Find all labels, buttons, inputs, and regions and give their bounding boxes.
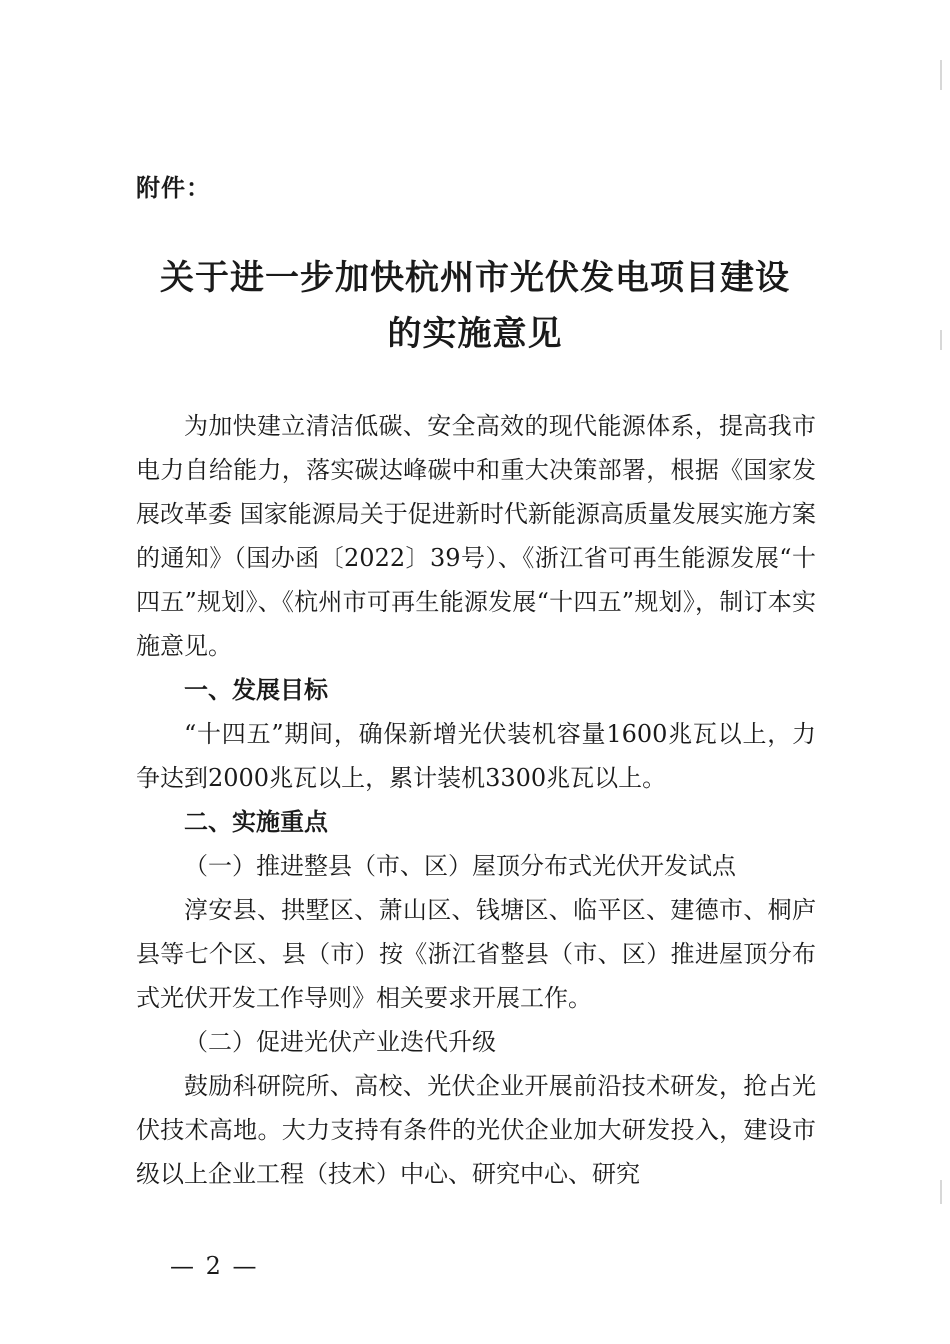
section-heading-goals: 一、发展目标 xyxy=(184,676,328,704)
scan-edge-mark xyxy=(940,1180,942,1204)
industry-upgrade-paragraph: 鼓励科研院所、高校、光伏企业开展前沿技术研发，抢占光伏技术高地。大力支持有条件的光伏企业加大研发投入，建设市级以上企业工程（技术）中心、研究中心、研究 xyxy=(136,1072,816,1188)
goals-paragraph: “十四五”期间，确保新增光伏装机容量1600兆瓦以上，力争达到2000兆瓦以上，累计装机3300兆瓦以上。 xyxy=(136,720,816,792)
subsection-heading-rooftop-pilot: （一）推进整县（市、区）屋顶分布式光伏开发试点 xyxy=(184,852,736,880)
rooftop-pilot-paragraph: 淳安县、拱墅区、萧山区、钱塘区、临平区、建德市、桐庐县等七个区、县（市）按《浙江省整县（市、区）推进屋顶分布式光伏开发工作导则》相关要求开展工作。 xyxy=(136,896,816,1012)
attachment-label: 附件： xyxy=(136,174,211,202)
scan-edge-mark xyxy=(940,330,942,350)
subsection-heading-industry-upgrade: （二）促进光伏产业迭代升级 xyxy=(184,1028,496,1056)
document-body xyxy=(136,404,816,1196)
scan-edge-mark xyxy=(940,60,942,90)
document-title-line-1: 关于进一步加快杭州市光伏发电项目建设 xyxy=(160,258,790,298)
section-heading-priorities: 二、实施重点 xyxy=(184,808,328,836)
document-title-line-2: 的实施意见 xyxy=(387,314,563,354)
page-number: — 2 — xyxy=(170,1252,259,1280)
intro-paragraph: 为加快建立清洁低碳、安全高效的现代能源体系，提高我市电力自给能力，落实碳达峰碳中和重大决策部署，根据《国家发展改革委 国家能源局关于促进新时代新能源高质量发展实施方案的通知》（国办函〔2022〕39号）、《浙江省可再生能源发展“十四五”规划》、《杭州市可再生能源发展“十四五”规划》，制订本实施意见。 xyxy=(136,412,816,660)
